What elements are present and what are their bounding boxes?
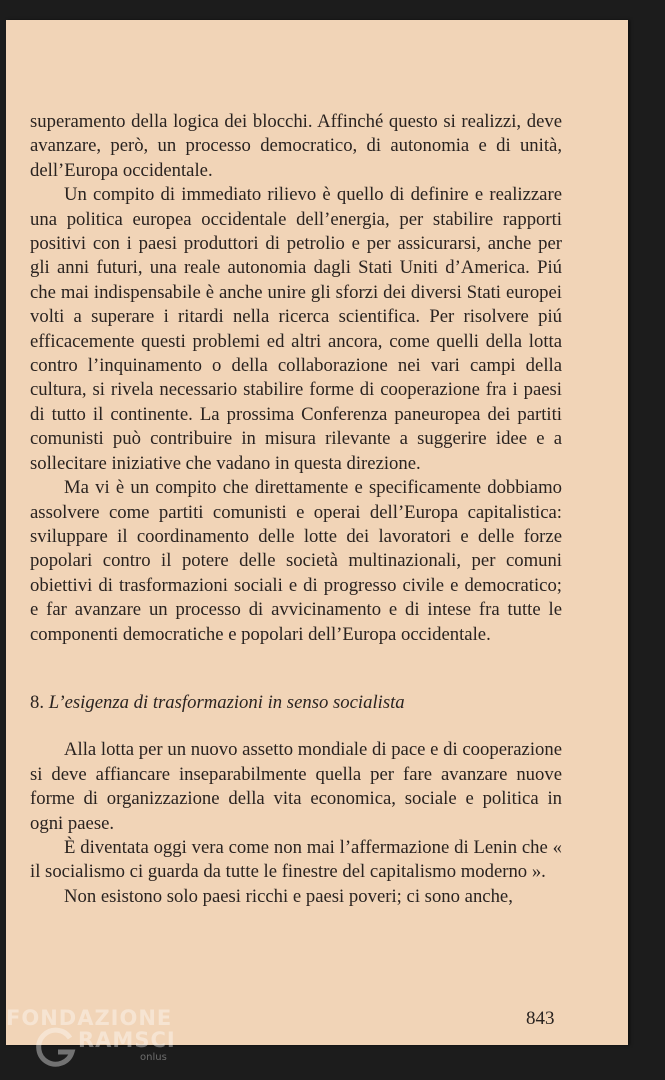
section-gap <box>30 647 562 691</box>
book-page <box>6 20 628 1045</box>
fondazione-gramsci-watermark <box>6 1006 176 1076</box>
logo-letter: G <box>54 1058 56 1059</box>
watermark-line2: RAMSCI <box>78 1028 176 1052</box>
watermark-suffix: onlus <box>140 1052 167 1063</box>
section-heading <box>30 691 562 715</box>
paragraph-4: Alla lotta per un nuovo assetto mondiale di pace e di cooperazione si deve affiancare inseparabilmente quella per fare avanzare nuove forme di organizzazione della vita economica, sociale e politica in ogni paese. <box>30 739 562 834</box>
paragraph-2: Un compito di immediato rilievo è quello di definire e realizzare una politica europea occidentale dell’energia, per stabilire rapporti positivi con i paesi produttori di petrolio e per assicurarsi, anche per gli anni futuri, una reale autonomia dagli Stati Uniti d’America. Piú che mai indispensabile è anche unire gli sforzi dei diversi Stati europei volti a superare i ritardi nella ricerca scientifica. Per risolvere piú efficacemente questi problemi ed altri ancora, come quelli della lotta contro l’inquinamento o della collaborazione nei vari campi della cultura, si rivela necessario stabilire forme di cooperazione fra i paesi di tutto il continente. La prossima Conferenza paneuropea dei partiti comunisti può contribuire in misura rilevante a suggerire idee e a sollecitare iniziative che vadano in questa direzione. <box>30 184 562 474</box>
heading-gap <box>30 715 562 738</box>
paragraph-6: Non esistono solo paesi ricchi e paesi poveri; ci sono anche, <box>64 885 513 907</box>
paragraph-3: Ma vi è un compito che direttamente e specificamente dobbiamo assolvere come partiti comunisti e operai dell’Europa capitalistica: sviluppare il coordinamento delle lotte dei lavoratori e delle forze popolari contro il potere delle società multinazionali, per comuni obiettivi di trasformazioni sociali e di progresso civile e democratico; e far avanzare un processo di avvicinamento e di intese fra tutte le componenti democratiche e popolari dell’Europa occidentale. <box>30 477 562 645</box>
section-title: L’esigenza di trasformazioni in senso socialista <box>48 691 405 713</box>
paragraph-5: È diventata oggi vera come non mai l’affermazione di Lenin che « il socialismo ci guarda da tutte le finestre del capitalismo moderno ». <box>30 836 562 883</box>
section-number: 8. <box>30 691 45 713</box>
paragraph-1: superamento della logica dei blocchi. Affinché questo si realizzi, deve avanzare, però, un processo democratico, di autonomia e di unità, dell’Europa occidentale. <box>30 111 562 181</box>
page-text <box>30 110 562 909</box>
watermark-line1: FONDAZIONE <box>6 1006 173 1030</box>
page-number: 843 <box>526 1008 555 1029</box>
gramsci-g-logo-icon <box>32 1026 78 1072</box>
